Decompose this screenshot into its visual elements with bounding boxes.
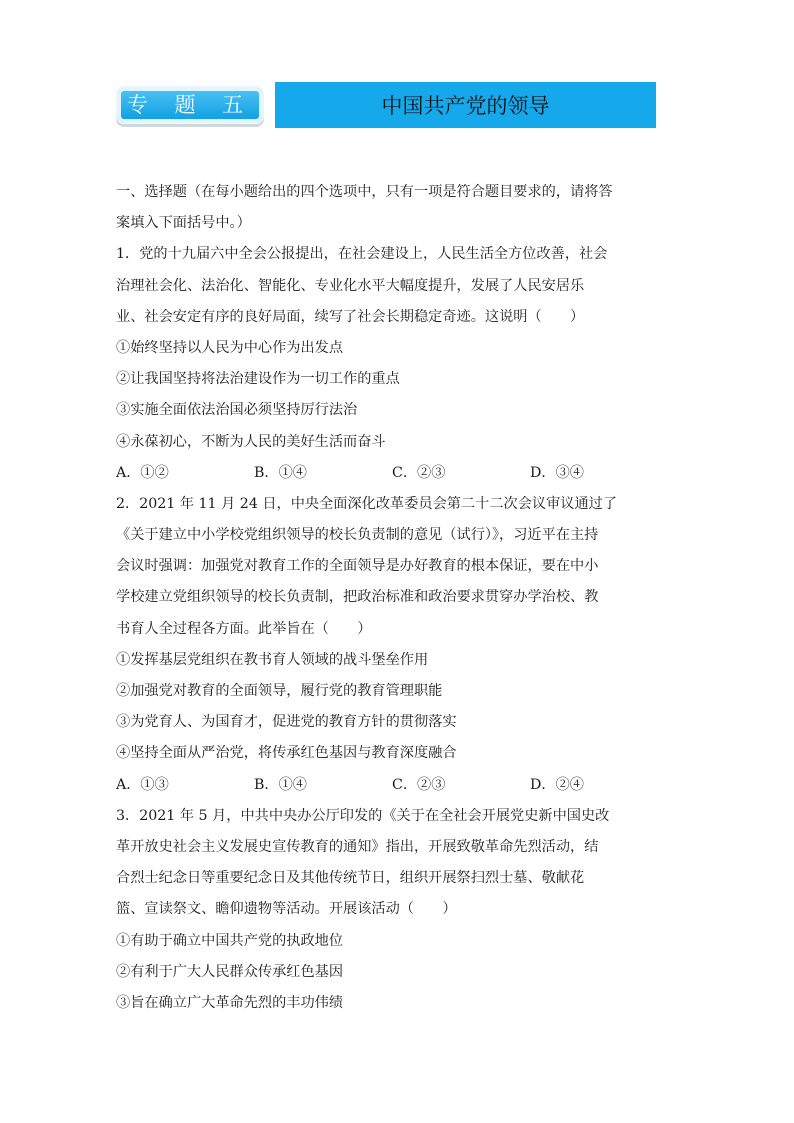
option-c[interactable]: C．②③ — [392, 776, 446, 793]
question-stem: 3．2021 年 5 月，中共中央办公厅印发的《关于在全社会开展党史新中国史改 — [116, 807, 610, 824]
statement-item: ④坚持全面从严治党，将传承红色基因与教育深度融合 — [116, 745, 457, 762]
option-c[interactable]: C．②③ — [392, 464, 446, 481]
statement-item: ③实施全面依法治国必须坚持厉行法治 — [116, 402, 358, 419]
question-stem: 《关于建立中小学校党组织领导的校长负责制的意见（试行）》，习近平在主持 — [116, 527, 599, 544]
option-b[interactable]: B．①④ — [254, 776, 307, 793]
statement-item: ①发挥基层党组织在教书育人领域的战斗堡垒作用 — [116, 651, 429, 668]
option-a[interactable]: A．①② — [116, 464, 169, 481]
question-stem: 书育人全过程各方面。此举旨在（ ） — [116, 620, 372, 637]
statement-item: ③旨在确立广大革命先烈的丰功伟绩 — [116, 994, 344, 1011]
answer-options — [116, 770, 686, 801]
question-stem: 1．党的十九届六中全会公报提出，在社会建设上，人民生活全方位改善，社会 — [116, 246, 608, 263]
option-a[interactable]: A．①③ — [116, 776, 169, 793]
section-header — [116, 82, 656, 128]
statement-item: ①有助于确立中国共产党的执政地位 — [116, 932, 344, 949]
question-stem: 学校建立党组织领导的校长负责制，把政治标准和政治要求贯穿办学治校、教 — [116, 589, 599, 606]
topic-title: 中国共产党的领导 — [272, 82, 656, 128]
topic-tag: 专 题 五 — [116, 86, 264, 124]
question-stem: 会议时强调：加强党对教育工作的全面领导是办好教育的根本保证，要在中小 — [116, 558, 599, 575]
statement-item: ①始终坚持以人民为中心作为出发点 — [116, 339, 344, 356]
option-d[interactable]: D．③④ — [530, 464, 584, 481]
question-stem: 篮、宣读祭文、瞻仰遗物等活动。开展该活动（ ） — [116, 901, 457, 918]
option-d[interactable]: D．②④ — [530, 776, 584, 793]
option-b[interactable]: B．①④ — [254, 464, 307, 481]
section-instruction: 一、选择题（在每小题给出的四个选项中，只有一项是符合题目要求的，请将答 — [116, 184, 613, 200]
statement-item: ③为党育人、为国育才，促进党的教育方针的贯彻落实 — [116, 714, 457, 731]
question-stem: 治理社会化、法治化、智能化、专业化水平大幅度提升，发展了人民安居乐 — [116, 277, 585, 294]
statement-item: ④永葆初心，不断为人民的美好生活而奋斗 — [116, 433, 386, 450]
question-stem: 业、社会安定有序的良好局面，续写了社会长期稳定奇迹。这说明（ ） — [116, 308, 585, 325]
section-instruction-cont: 案填入下面括号中。） — [116, 215, 251, 232]
question-stem: 革开放史社会主义发展史宣传教育的通知》指出，开展致敬革命先烈活动，结 — [116, 838, 599, 855]
statement-item: ②让我国坚持将法治建设作为一切工作的重点 — [116, 371, 400, 388]
question-stem: 2．2021 年 11 月 24 日，中央全面深化改革委员会第二十二次会议审议通过了 — [116, 495, 618, 512]
statement-item: ②加强党对教育的全面领导，履行党的教育管理职能 — [116, 683, 443, 699]
statement-item: ②有利于广大人民群众传承红色基因 — [116, 963, 344, 980]
document-body — [116, 177, 686, 1019]
question-stem: 合烈士纪念日等重要纪念日及其他传统节日，组织开展祭扫烈士墓、敬献花 — [116, 870, 585, 887]
answer-options — [116, 458, 686, 489]
